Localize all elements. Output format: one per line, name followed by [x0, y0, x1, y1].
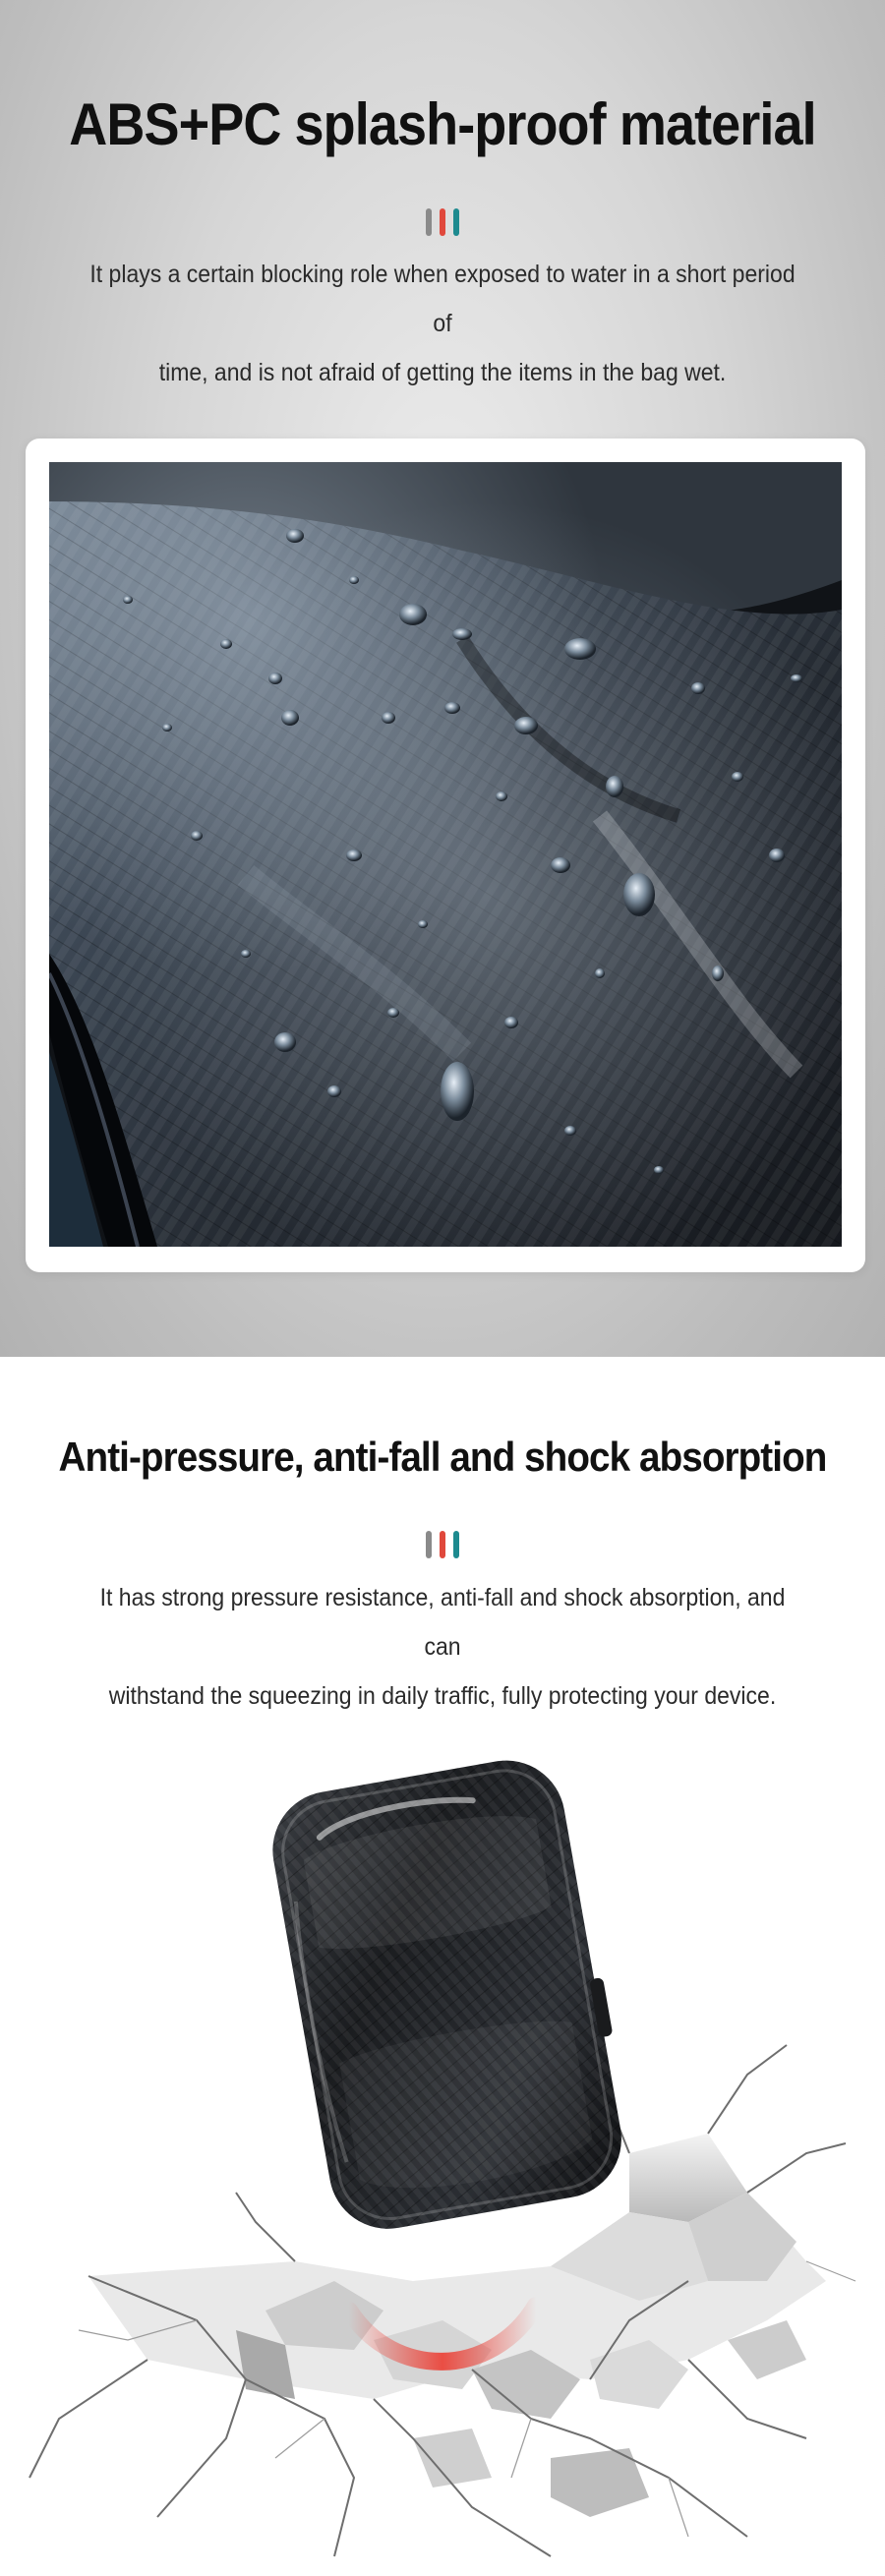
hard-case-icon [264, 1750, 639, 2239]
divider-bar-red [440, 1531, 445, 1558]
description-line: It plays a certain blocking role when exposed to water in a short period of [89, 261, 796, 337]
divider-bars [0, 208, 885, 236]
wet-carbon-fiber-shell-photo [49, 462, 842, 1247]
description-line: withstand the squeezing in daily traffic, fully protecting your device. [108, 1682, 777, 1710]
divider-bar-teal [453, 208, 459, 236]
section-description [89, 250, 796, 397]
divider-bar-teal [453, 1531, 459, 1558]
section-description [89, 1573, 796, 1721]
image-frame [26, 439, 865, 1272]
description-line: It has strong pressure resistance, anti-fall and shock absorption, and can [99, 1584, 786, 1661]
divider-bar-gray [426, 208, 432, 236]
divider-bar-gray [426, 1531, 432, 1558]
divider-bar-red [440, 208, 445, 236]
divider-bars [0, 1531, 885, 1558]
section-title: Anti-pressure, anti-fall and shock absorption [58, 1434, 827, 1480]
section-title: ABS+PC splash-proof material [69, 91, 816, 157]
hard-case-on-cracked-ground-photo [0, 1730, 885, 2576]
description-line: time, and is not afraid of getting the items in the bag wet. [158, 359, 727, 386]
